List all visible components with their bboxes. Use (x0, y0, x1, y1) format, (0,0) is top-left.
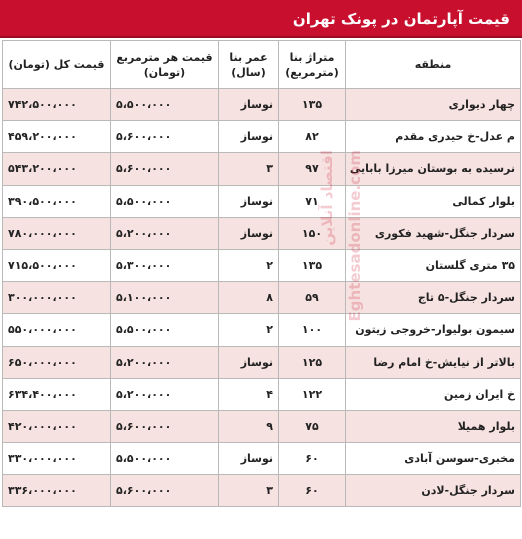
header-area: متراژ بنا (مترمربع) (279, 41, 346, 89)
watermark-en: Eghtesadonline.com (346, 150, 364, 322)
cell-age: نوساز (219, 443, 279, 475)
cell-region: م عدل-خ حیدری مقدم (346, 121, 521, 153)
cell-region: سردار جنگل-لادن (346, 475, 521, 507)
header-region: منطقه (346, 41, 521, 89)
cell-age: ۴ (219, 378, 279, 410)
cell-region: بلوار کمالی (346, 185, 521, 217)
page-title: قیمت آپارتمان در پونک تهران (292, 10, 510, 28)
cell-area: ۹۷ (279, 153, 346, 185)
cell-ppm: ۵،۵۰۰،۰۰۰ (111, 185, 219, 217)
cell-age: ۸ (219, 282, 279, 314)
cell-region: چهار دیواری (346, 89, 521, 121)
price-table (2, 40, 521, 507)
cell-region: خ ایران زمین (346, 378, 521, 410)
watermark-fa: اقتصاد آنلاین (318, 150, 336, 246)
cell-ppm: ۵،۶۰۰،۰۰۰ (111, 153, 219, 185)
cell-total: ۷۱۵،۵۰۰،۰۰۰ (3, 249, 111, 281)
cell-ppm: ۵،۶۰۰،۰۰۰ (111, 475, 219, 507)
cell-area: ۶۰ (279, 475, 346, 507)
cell-area: ۱۲۵ (279, 346, 346, 378)
cell-ppm: ۵،۶۰۰،۰۰۰ (111, 121, 219, 153)
cell-total: ۶۵۰،۰۰۰،۰۰۰ (3, 346, 111, 378)
cell-ppm: ۵،۵۰۰،۰۰۰ (111, 443, 219, 475)
cell-region: سردار جنگل-۵ تاج (346, 282, 521, 314)
table-row (3, 153, 521, 185)
cell-area: ۶۰ (279, 443, 346, 475)
table-row (3, 378, 521, 410)
cell-age: نوساز (219, 185, 279, 217)
cell-area: ۵۹ (279, 282, 346, 314)
header-total-price: قیمت کل (تومان) (3, 41, 111, 89)
cell-region: سیمون بولیوار-خروجی زیتون (346, 314, 521, 346)
table-row (3, 443, 521, 475)
table-row (3, 185, 521, 217)
table-row (3, 249, 521, 281)
cell-area: ۸۲ (279, 121, 346, 153)
table-row (3, 314, 521, 346)
cell-region: ۳۵ متری گلستان (346, 249, 521, 281)
cell-age: ۲ (219, 249, 279, 281)
cell-ppm: ۵،۲۰۰،۰۰۰ (111, 346, 219, 378)
cell-age: ۲ (219, 314, 279, 346)
cell-total: ۴۲۰،۰۰۰،۰۰۰ (3, 410, 111, 442)
cell-region: مخبری-سوسن آبادی (346, 443, 521, 475)
cell-area: ۷۵ (279, 410, 346, 442)
cell-total: ۳۳۰،۰۰۰،۰۰۰ (3, 443, 111, 475)
cell-total: ۶۳۴،۴۰۰،۰۰۰ (3, 378, 111, 410)
cell-age: ۳ (219, 153, 279, 185)
cell-total: ۵۵۰،۰۰۰،۰۰۰ (3, 314, 111, 346)
cell-ppm: ۵،۲۰۰،۰۰۰ (111, 378, 219, 410)
cell-area: ۱۵۰ (279, 217, 346, 249)
cell-total: ۴۵۹،۲۰۰،۰۰۰ (3, 121, 111, 153)
cell-total: ۳۰۰،۰۰۰،۰۰۰ (3, 282, 111, 314)
cell-area: ۱۰۰ (279, 314, 346, 346)
cell-region: سردار جنگل-شهید فکوری (346, 217, 521, 249)
table-row (3, 475, 521, 507)
cell-area: ۱۲۲ (279, 378, 346, 410)
cell-ppm: ۵،۲۰۰،۰۰۰ (111, 217, 219, 249)
cell-total: ۷۸۰،۰۰۰،۰۰۰ (3, 217, 111, 249)
cell-age: ۹ (219, 410, 279, 442)
cell-age: نوساز (219, 121, 279, 153)
cell-ppm: ۵،۵۰۰،۰۰۰ (111, 314, 219, 346)
table-header-row (3, 41, 521, 89)
cell-age: نوساز (219, 346, 279, 378)
cell-ppm: ۵،۶۰۰،۰۰۰ (111, 410, 219, 442)
cell-ppm: ۵،۳۰۰،۰۰۰ (111, 249, 219, 281)
cell-age: نوساز (219, 89, 279, 121)
cell-age: ۳ (219, 475, 279, 507)
table-row (3, 410, 521, 442)
cell-area: ۷۱ (279, 185, 346, 217)
cell-total: ۳۹۰،۵۰۰،۰۰۰ (3, 185, 111, 217)
header-age: عمر بنا (سال) (219, 41, 279, 89)
cell-total: ۷۴۲،۵۰۰،۰۰۰ (3, 89, 111, 121)
table-row (3, 346, 521, 378)
table-row (3, 282, 521, 314)
cell-total: ۳۳۶،۰۰۰،۰۰۰ (3, 475, 111, 507)
table-row (3, 89, 521, 121)
cell-age: نوساز (219, 217, 279, 249)
cell-region: بلوار همیلا (346, 410, 521, 442)
table-row (3, 121, 521, 153)
cell-area: ۱۳۵ (279, 89, 346, 121)
table-row (3, 217, 521, 249)
cell-ppm: ۵،۵۰۰،۰۰۰ (111, 89, 219, 121)
cell-total: ۵۴۳،۲۰۰،۰۰۰ (3, 153, 111, 185)
cell-area: ۱۳۵ (279, 249, 346, 281)
header-price-per-meter: قیمت هر مترمربع (تومان) (111, 41, 219, 89)
price-table-container (2, 40, 520, 537)
title-bar (0, 0, 522, 38)
cell-ppm: ۵،۱۰۰،۰۰۰ (111, 282, 219, 314)
cell-region: نرسیده به بوستان میرزا بابایی (346, 153, 521, 185)
cell-region: بالاتر از نیایش-خ امام رضا (346, 346, 521, 378)
